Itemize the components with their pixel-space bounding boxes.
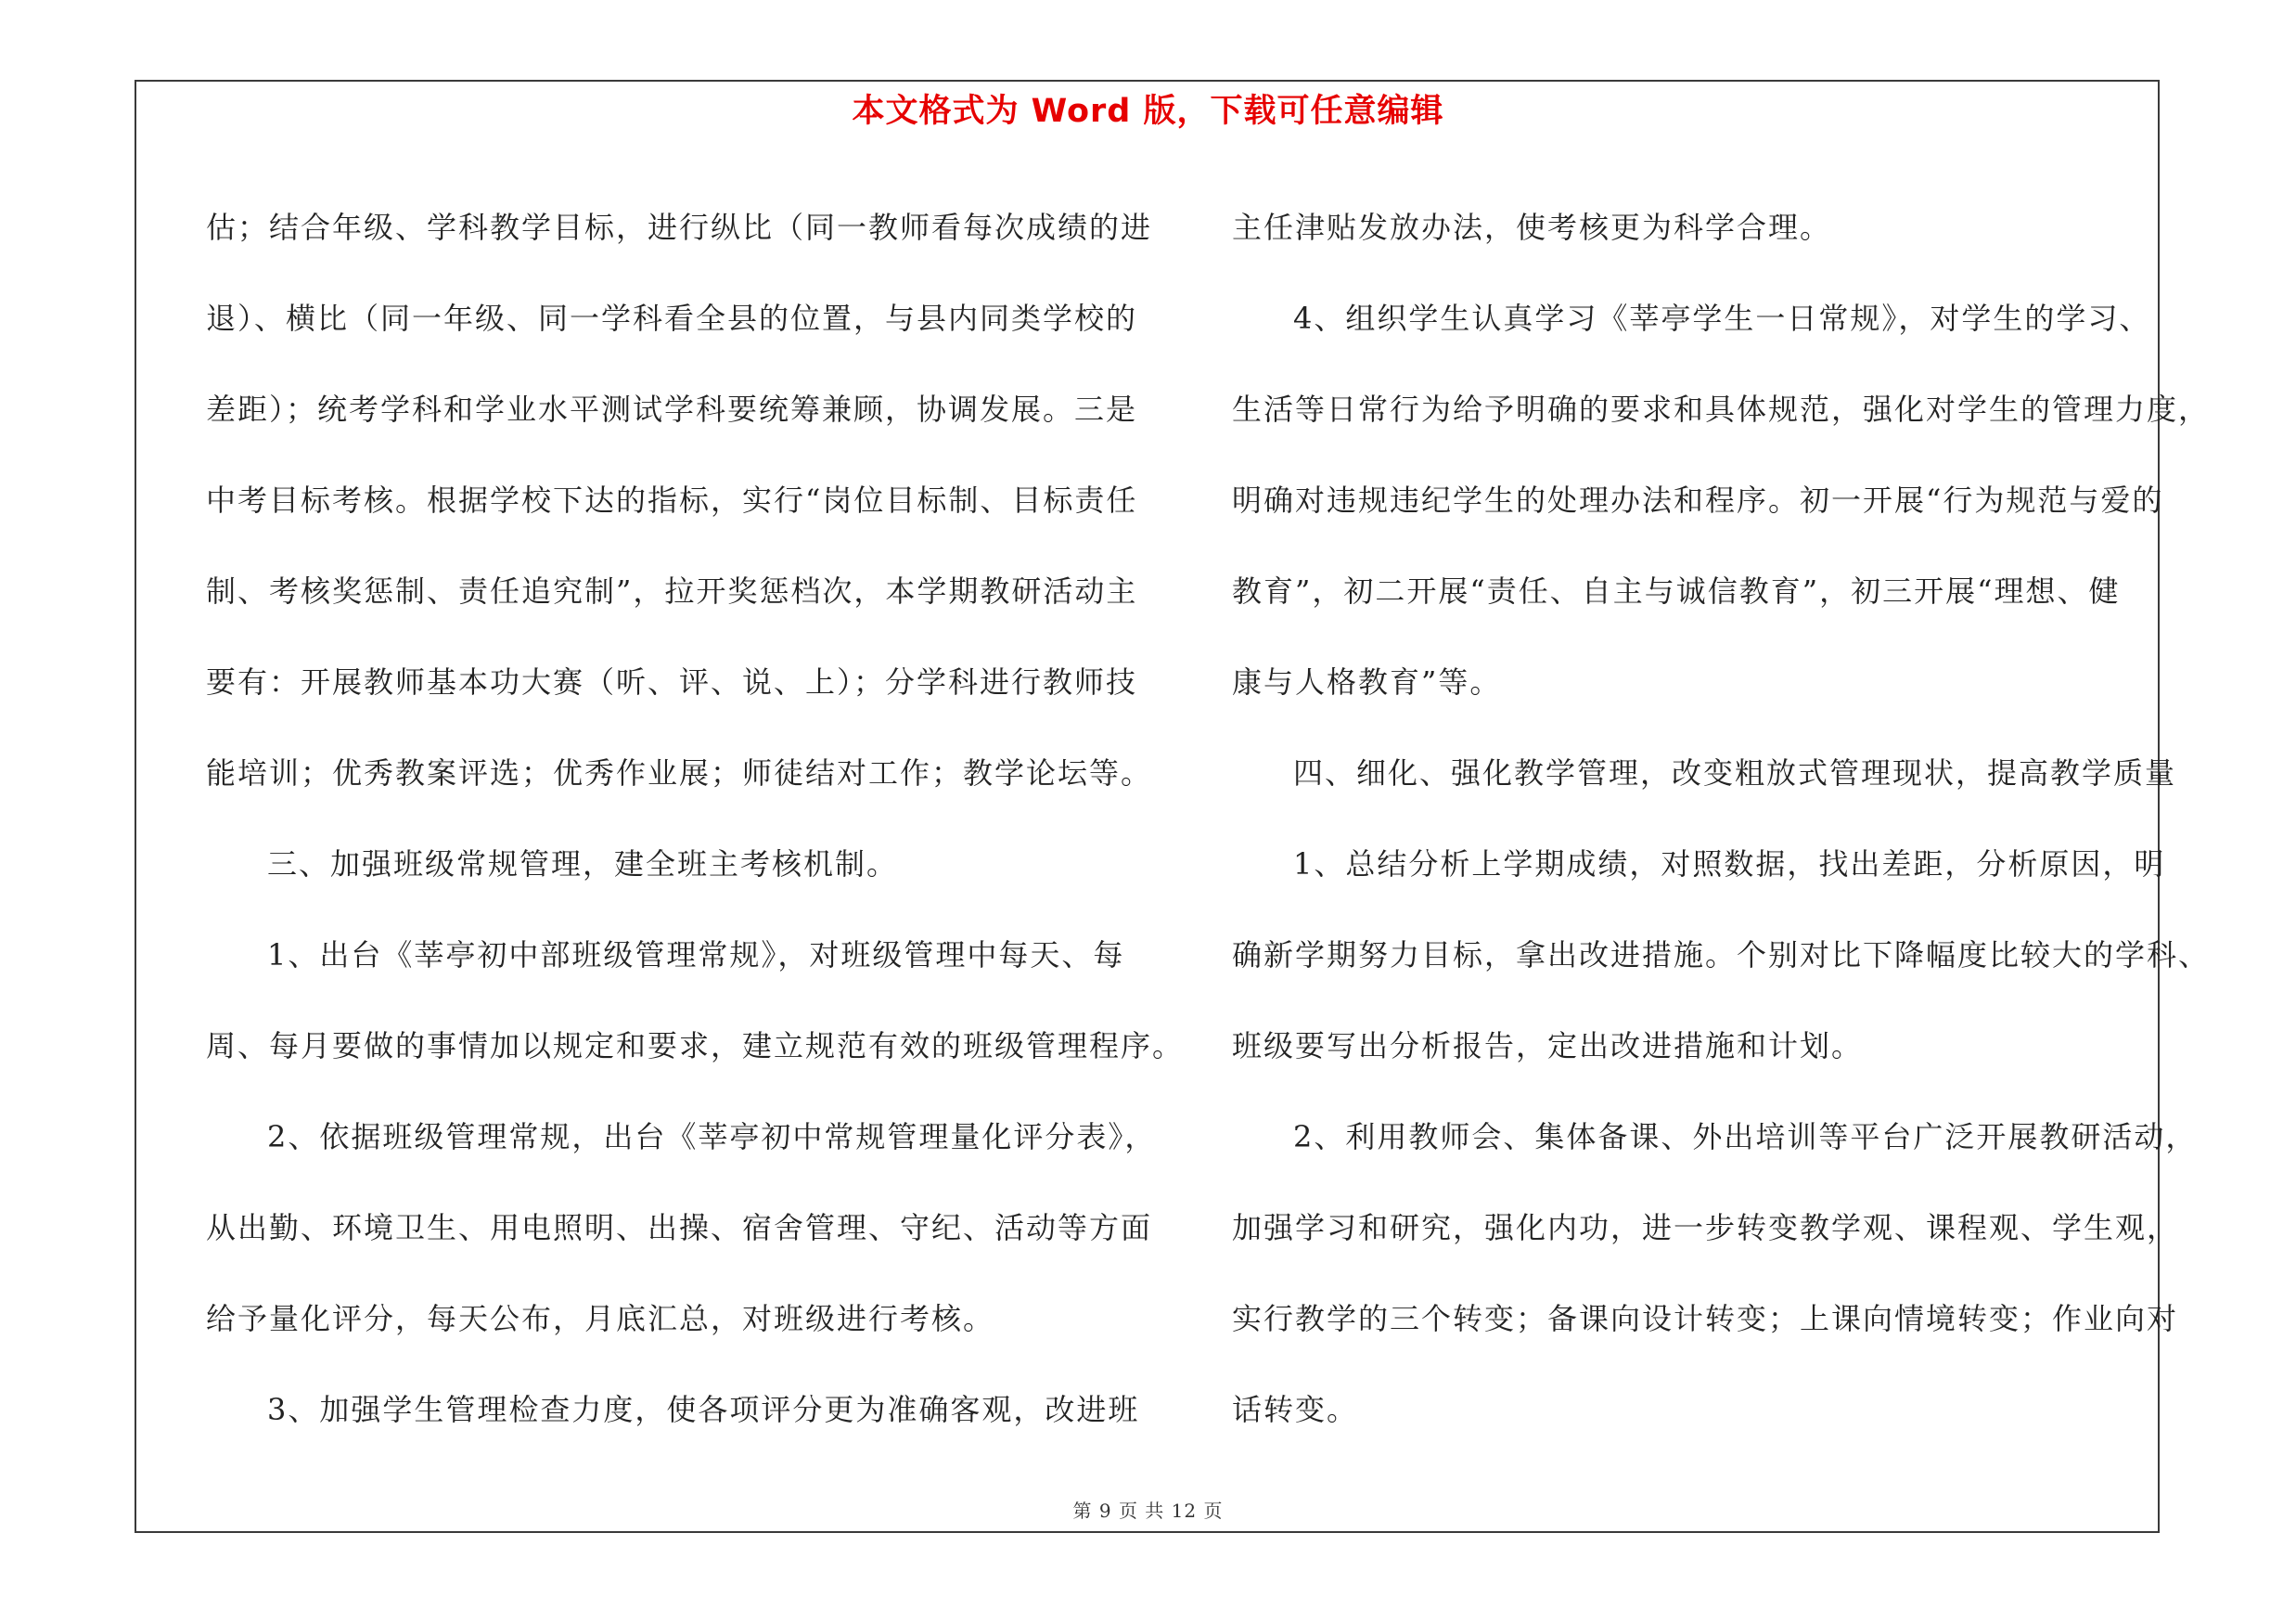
left-text-column: [206, 182, 1185, 1455]
text-line: 康与人格教育”等。: [1232, 664, 1502, 700]
text-line: 1、出台《莘亭初中部班级管理常规》，对班级管理中每天、每: [267, 937, 1125, 973]
page-number-footer: 第 9 页 共 12 页: [1072, 1500, 1224, 1522]
text-line: 能培训；优秀教案评选；优秀作业展；师徒结对工作；教学论坛等。: [206, 755, 1153, 791]
text-line: 话转变。: [1232, 1392, 1359, 1427]
text-line: 明确对违规违纪学生的处理办法和程序。初一开展“行为规范与爱的: [1232, 483, 2164, 518]
text-line: 主任津贴发放办法，使考核更为科学合理。: [1232, 210, 1832, 245]
text-line: 确新学期努力目标，拿出改进措施。个别对比下降幅度比较大的学科、: [1232, 937, 2211, 973]
text-line: 差距）；统考学科和学业水平测试学科要统筹兼顾，协调发展。三是: [206, 392, 1138, 427]
text-line: 2、利用教师会、集体备课、外出培训等平台广泛开展教研活动，: [1293, 1119, 2198, 1154]
text-line: 1、总结分析上学期成绩，对照数据，找出差距，分析原因，明: [1293, 846, 2166, 882]
text-line: 制、考核奖惩制、责任追究制”，拉开奖惩档次，本学期教研活动主: [206, 573, 1138, 609]
text-line: 四、细化、强化教学管理，改变粗放式管理现状，提高教学质量: [1293, 755, 2177, 791]
text-line: 实行教学的三个转变；备课向设计转变；上课向情境转变；作业向对: [1232, 1301, 2179, 1336]
text-line: 生活等日常行为给予明确的要求和具体规范，强化对学生的管理力度，: [1232, 392, 2211, 427]
text-line: 三、加强班级常规管理，建全班主考核机制。: [267, 846, 899, 882]
text-line: 加强学习和研究，强化内功，进一步转变教学观、课程观、学生观，: [1232, 1210, 2179, 1245]
text-line: 给予量化评分，每天公布，月底汇总，对班级进行考核。: [206, 1301, 995, 1336]
word-format-banner: 本文格式为 Word 版，下载可任意编辑: [852, 93, 1444, 130]
text-line: 从出勤、环境卫生、用电照明、出操、宿舍管理、守纪、活动等方面: [206, 1210, 1153, 1245]
text-line: 2、依据班级管理常规，出台《莘亭初中常规管理量化评分表》，: [267, 1119, 1157, 1154]
text-line: 退）、横比（同一年级、同一学科看全县的位置，与县内同类学校的: [206, 301, 1138, 336]
text-line: 班级要写出分析报告，定出改进措施和计划。: [1232, 1028, 1864, 1063]
text-line: 周、每月要做的事情加以规定和要求，建立规范有效的班级管理程序。: [206, 1028, 1185, 1063]
text-line: 中考目标考核。根据学校下达的指标，实行“岗位目标制、目标责任: [206, 483, 1138, 518]
text-line: 3、加强学生管理检查力度，使各项评分更为准确客观，改进班: [267, 1392, 1140, 1427]
text-line: 估；结合年级、学科教学目标，进行纵比（同一教师看每次成绩的进: [206, 210, 1153, 245]
text-line: 教育”，初二开展“责任、自主与诚信教育”，初三开展“理想、健: [1232, 573, 2121, 609]
text-line: 要有：开展教师基本功大赛（听、评、说、上）；分学科进行教师技: [206, 664, 1138, 700]
text-line: 4、组织学生认真学习《莘亭学生一日常规》，对学生的学习、: [1293, 301, 2151, 336]
right-text-column: [1232, 182, 2211, 1455]
